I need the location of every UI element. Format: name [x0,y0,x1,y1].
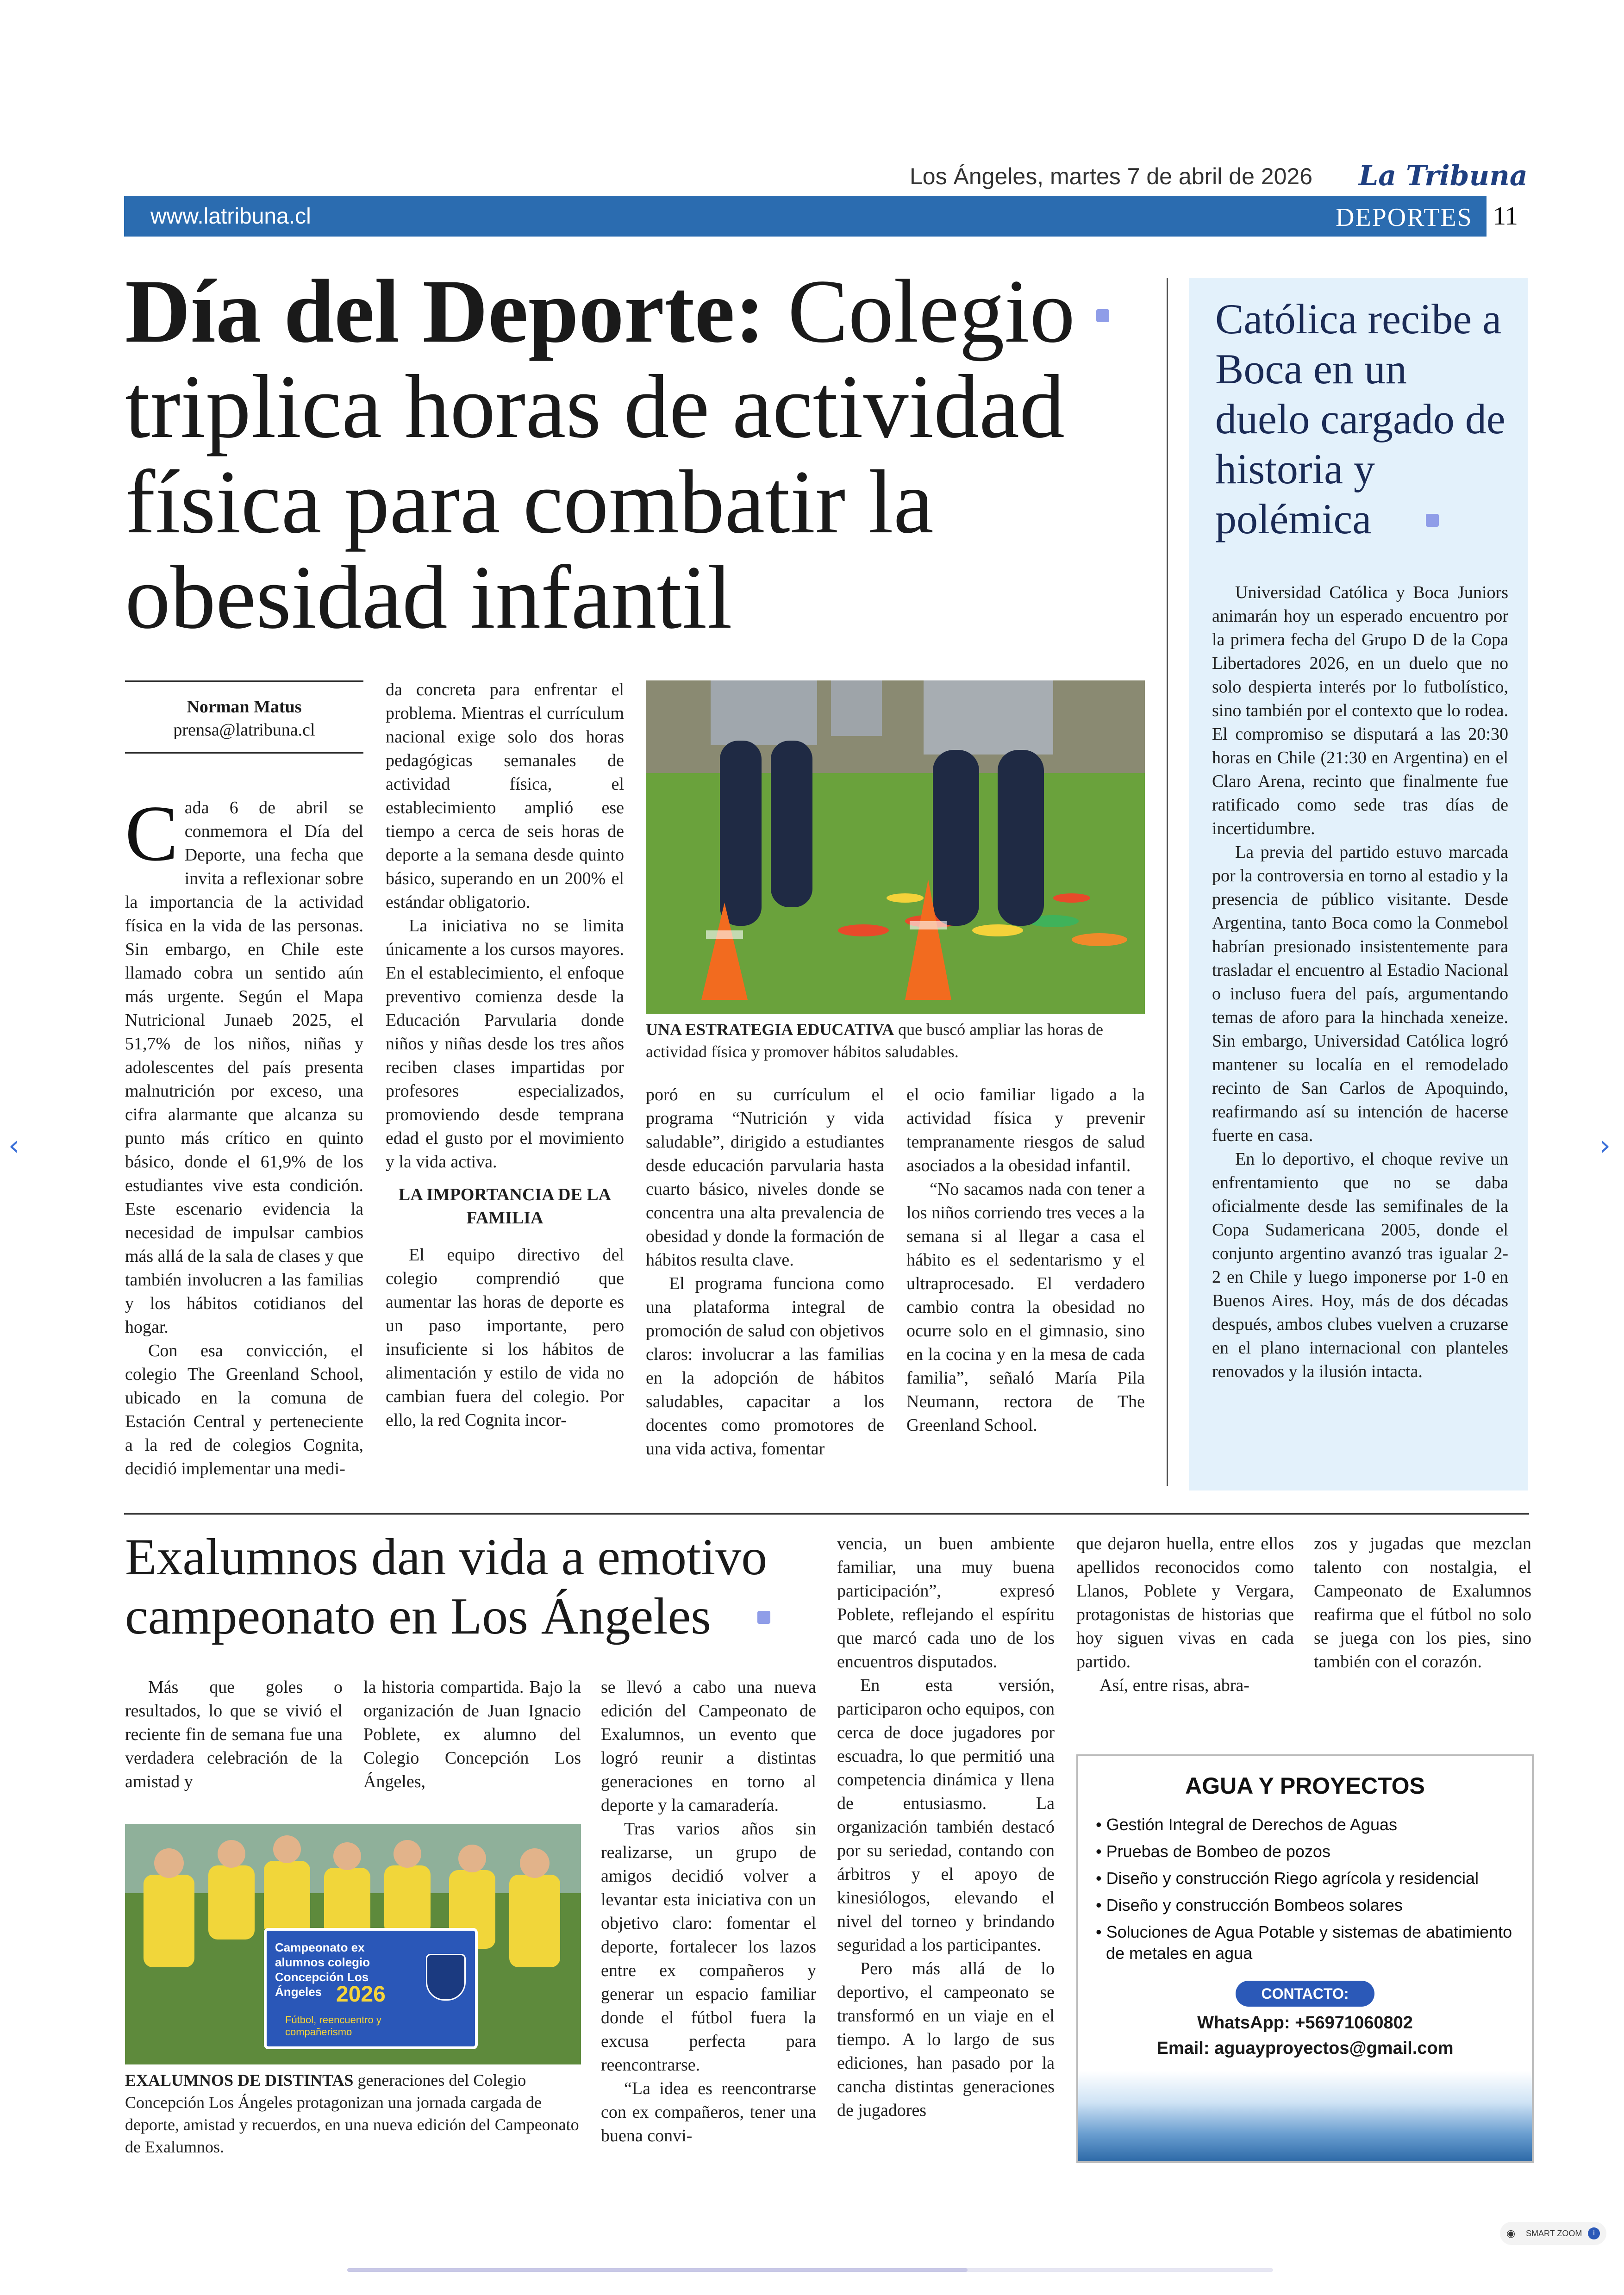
tournament-banner [264,1928,478,2049]
second-column-4 [837,1532,1055,2122]
eye-icon: ◉ [1506,2227,1516,2239]
second-headline-text: Exalumnos dan vida a emotivo campeonato en Los Ángeles [125,1528,768,1645]
second-paragraph: que dejaron huella, entre ellos apellidos reconocidos como Llanos, Poblete y Vergara, protagonistas de historias que hoy siguen vivas en cada partido. [1076,1534,1294,1671]
sidebar-paragraph: La previa del partido estuvo marcada por la controversia en torno al estadio y la presencia de público visitante. Desde Argentina, tanto Boca como la Conmebol habrían presionado insistentemente para trasladar el encuentro al Estadio Nacional o incluso fuera del país, argumentando temas de aforo para la hinchada xeneize. Sin embargo, Universidad Católica logró mantener su localía en el remodelado recinto de San Carlos de Apoquindo, reafirmando así su intención de hacerse fuerte en casa. [1212,842,1508,1145]
second-column-1 [125,1676,343,1794]
second-photo-caption-bold: EXALUMNOS DE DISTINTAS [125,2071,354,2089]
ad-service-item: • Pruebas de Bombeo de pozos [1096,1842,1330,1861]
author-name: Norman Matus [187,697,302,717]
main-column-3 [646,1083,884,1461]
section-divider [124,1513,1529,1515]
drop-cap: C [125,790,178,878]
author-email[interactable]: prensa@latribuna.cl [173,720,315,740]
annotation-note-icon[interactable] [757,1611,770,1624]
main-paragraph: La iniciativa no se limita únicamente a los cursos mayores. En el establecimiento, el enfoque preventivo comienza desde la Educación Parvularia donde niños y niñas desde los tres años reciben clases impartidas por profesores especializados, promoviendo desde temprana edad el gusto por el movimiento y la vida activa. [386,916,624,1172]
page-number: 11 [1493,202,1518,231]
main-paragraph: Con esa convicción, el colegio The Greenland School, ubicado en la comuna de Estación Central y perteneciente a la red de colegios Cognita, decidió implementar una medi- [125,1341,363,1478]
annotation-note-icon[interactable] [1426,514,1439,527]
main-photo-caption-bold: UNA ESTRATEGIA EDUCATIVA [646,1020,894,1039]
ad-contact-label: CONTACTO: [1236,1981,1374,2007]
second-paragraph: Así, entre risas, abra- [1099,1676,1249,1695]
section-subhead: LA IMPORTANCIA DE LA FAMILIA [398,1185,612,1228]
chevron-left-icon[interactable]: ‹ [8,1129,19,1162]
second-paragraph: vencia, un buen ambiente familiar, una muy buena participación”, expresó Poblete, reflejando el espíritu que marcó cada uno de los encuentros disputados. [837,1534,1055,1671]
ad-service-item: • Diseño y construcción Riego agrícola y residencial [1096,1869,1479,1888]
ad-water-splash-image [1078,2071,1532,2161]
second-paragraph: En esta versión, participaron ocho equipos, con cerca de doce jugadores por escuadra, lo que permitió una competencia dinámica y llena de entusiasmo. La organización también destacó por su seriedad, contando con árbitros y el apoyo de kinesiólogos, elevando el nivel del torneo y brindando seguridad a los participantes. [837,1676,1055,1955]
second-column-3 [601,1676,816,2148]
ad-services-list [1096,1814,1522,1964]
main-paragraph: da concreta para enfrentar el problema. Mientras el currículum nacional exige solo dos horas pedagógicas semanales de actividad física, el establecimiento amplió ese tiempo a cerca de seis horas de deporte a la semana desde quinto básico, superando en un 200% el estándar obligatorio. [386,680,624,912]
byline-rule-bottom [125,752,363,754]
main-paragraph: ada 6 de abril se conmemora el Día del Deporte, una fecha que invita a reflexionar sobre la importancia de la actividad física en la vida de las personas. Sin embargo, en Chile este llamado cobra un sentido aún más urgente. Según el Mapa Nutricional Junaeb 2025, el 51,7% de los niños, niñas y adolescentes del país presenta malnutrición por exceso, una cifra alarmante que alcanza su punto más crítico en quinto básico, donde el 61,9% de los estudiantes vive esta condición. Este escenario evidencia la necesidad de impulsar cambios más allá de la sala de clases y que también involucren a las familias y los hábitos cotidianos del hogar. [125,798,363,1337]
banner-title: Campeonato ex alumnos colegio Concepción Los Ángeles [275,1940,370,1999]
progress-fill [347,2268,968,2272]
smart-zoom-button[interactable] [1500,2222,1606,2245]
second-photo-caption [125,2069,581,2158]
main-paragraph: el ocio familiar ligado a la actividad física y prevenir tempranamente riesgos de salud asociados a la obesidad infantil. [906,1085,1145,1175]
main-photo-caption [646,1018,1145,1063]
school-crest-icon [426,1954,466,2001]
main-paragraph: El equipo directivo del colegio comprendió que aumentar las horas de deporte es un paso importante, pero insuficiente si los hábitos de alimentación y estilo de vida no cambian fuera del colegio. Por ello, la red Cognita incor- [386,1245,624,1430]
main-column-4 [906,1083,1145,1437]
ad-service-item: • Soluciones de Agua Potable y sistemas de abatimiento de metales en agua [1096,1922,1512,1963]
banner-tagline: Fútbol, reencuentro y compañerismo [285,2014,381,2038]
main-photo-caption-rest: que buscó ampliar las horas de actividad física y promover hábitos saludables. [646,1020,1104,1061]
sidebar-paragraph: En lo deportivo, el choque revive un enfrentamiento que no se daba oficialmente desde las semifinales de la Copa Sudamericana 2005, donde el conjunto argentino avanzó tras igualar 2-2 en Chile y luego imponerse por 1-0 en Buenos Aires. Hoy, más de dos décadas después, ambos clubes vuelven a cruzarse en el plano internacional con planteles renovados y la ilusión intacta. [1212,1149,1508,1381]
main-paragraph: El programa funciona como una plataforma integral de promoción de salud con objetivos claros: involucrar a las familias en la adopción de hábitos saludables, capacitar a los docentes como promotores de una vida activa, fomentar [646,1274,884,1459]
main-photo [646,680,1145,1014]
ad-email[interactable]: Email: aguayproyectos@gmail.com [1156,2039,1454,2058]
website-link[interactable]: www.latribuna.cl [150,204,311,229]
main-column-1 [125,790,363,1481]
sports-training-illustration [646,680,1145,1014]
dateline: Los Ángeles, martes 7 de abril de 2026 [910,163,1312,189]
masthead-logo: La Tribuna [1359,160,1528,192]
smart-zoom-label: SMART ZOOM [1526,2229,1582,2238]
second-column-6 [1314,1532,1531,1674]
second-paragraph: Pero más allá de lo deportivo, el campeonato se transformó en un viaje en el tiempo. A lo largo de sus ediciones, han pasado por la cancha distintas generaciones de jugadores [837,1959,1055,2120]
section-label: DEPORTES [1336,203,1473,232]
banner-year: 2026 [336,1982,386,2007]
ad-box[interactable] [1076,1754,1534,2163]
second-paragraph: zos y jugadas que mezclan talento con nostalgia, el Campeonato de Exalumnos reafirma que el fútbol no solo se juega con los pies, sino también con el corazón. [1314,1534,1531,1671]
ad-service-item: • Gestión Integral de Derechos de Aguas [1096,1815,1398,1834]
second-photo [125,1824,581,2064]
main-paragraph: poró en su currículum el programa “Nutrición y vida saludable”, dirigido a estudiantes desde educación parvularia hasta cuarto básico, niveles donde se concentra una alta prevalencia de obesidad y donde la formación de hábitos resulta clave. [646,1085,884,1270]
header-bar [124,196,1484,237]
second-headline [125,1528,796,1646]
sidebar-headline [1215,294,1512,544]
info-icon: i [1588,2227,1600,2239]
second-paragraph: Tras varios años sin realizarse, un grupo de amigos decidió volver a levantar esta iniciativa con un objetivo claro: fomentar el deporte, fortalecer los lazos entre ex compañeros y generar un espacio familiar donde el fútbol fuera la excusa perfecta para reencontrarse. [601,1819,816,2075]
annotation-note-icon[interactable] [1096,309,1109,322]
sidebar-body [1212,581,1508,1384]
column-divider [1167,278,1168,1486]
chevron-right-icon[interactable]: › [1599,1129,1611,1162]
sidebar-headline-text: Católica recibe a Boca en un duelo cargado de historia y polémica [1215,295,1505,543]
sidebar-paragraph: Universidad Católica y Boca Juniors animarán hoy un esperado encuentro por la primera fecha del Grupo D de la Copa Libertadores 2026, en un duelo que no solo despierta interés por lo futbolístico, sino también por el contexto que lo rodea. El compromiso se disputará a las 20:30 horas en Chile (21:30 en Argentina) en el Claro Arena, recinto que finalmente fue ratificado como sede tras días de incertidumbre. [1212,583,1508,838]
byline-rule [125,680,363,682]
ad-title: AGUA Y PROYECTOS [1185,1773,1425,1799]
ad-service-item: • Diseño y construcción Bombeos solares [1096,1896,1403,1915]
main-headline [125,261,1143,648]
main-headline-bold: Día del Deporte: [125,261,765,362]
second-paragraph: Más que goles o resultados, lo que se vivió el reciente fin de semana fue una verdadera celebración de la amistad y [125,1678,343,1791]
main-paragraph: “No sacamos nada con tener a los niños corriendo tres veces a la semana si al llegar a casa el hábito es el sedentarismo y el ultraprocesado. El verdadero cambio contra la obesidad no ocurre solo en el gimnasio, sino en la cocina y en la mesa de cada familia”, señaló María Pila Neumann, rectora de The Greenland School. [906,1179,1145,1435]
main-headline-rest: Colegio triplica horas de actividad física para combatir la obesidad infantil [125,261,1075,648]
second-photo-caption-rest: generaciones del Colegio Concepción Los Ángeles protagonizan una jornada cargada de deporte, amistad y recuerdos, en una nueva edición del Campeonato de Exalumnos. [125,2071,579,2156]
main-column-2 [386,678,624,1432]
second-column-2 [363,1676,581,1794]
second-column-5 [1076,1532,1294,1697]
second-paragraph: “La idea es reencontrarse con ex compañeros, tener una buena convi- [601,2079,816,2145]
ad-whatsapp[interactable]: WhatsApp: +56971060802 [1197,2013,1413,2033]
second-paragraph: se llevó a cabo una nueva edición del Campeonato de Exalumnos, un evento que logró reunir a distintas generaciones en torno al deporte y la camaradería. [601,1678,816,1815]
second-paragraph: la historia compartida. Bajo la organización de Juan Ignacio Poblete, ex alumno del Colegio Concepción Los Ángeles, [363,1678,581,1791]
